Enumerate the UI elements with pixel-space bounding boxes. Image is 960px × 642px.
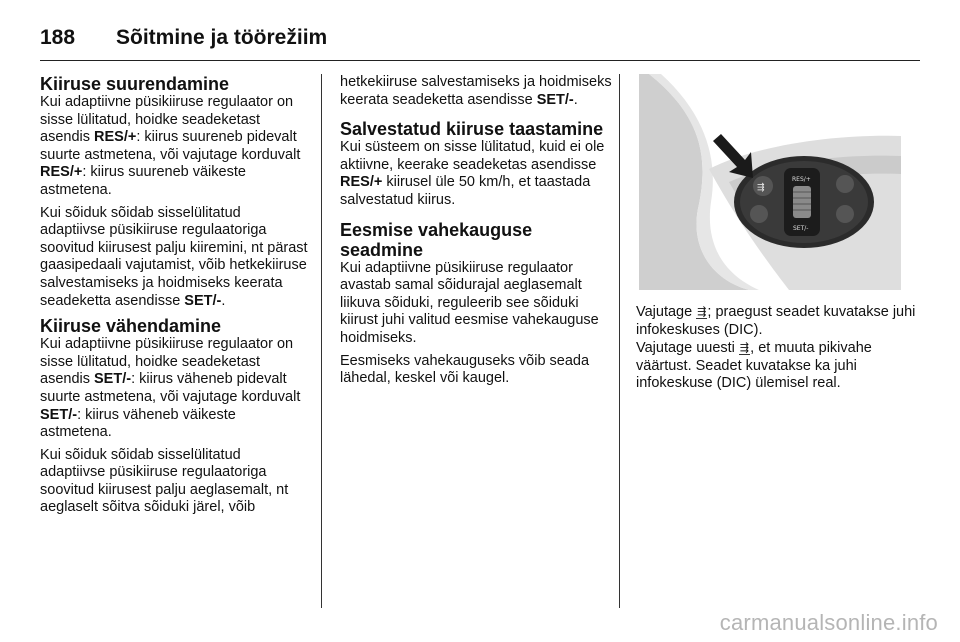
paragraph — [636, 304, 920, 339]
text: ; praegust seadet kuvatakse juhi infokeskuses (DIC). — [636, 304, 916, 338]
steering-wheel-controls-figure — [639, 74, 901, 290]
control-label: RES/+ — [340, 174, 383, 191]
svg-text:⇶: ⇶ — [757, 183, 765, 193]
section-heading: Eesmise vahekauguse seadmine — [340, 219, 533, 260]
paragraph — [340, 139, 615, 209]
section-heading: Salvestatud kiiruse taastamine — [340, 119, 604, 140]
text: : kiirus väheneb väikeste astmetena. — [40, 406, 236, 441]
section-heading: Kiiruse suurendamine — [40, 74, 230, 94]
text: . — [221, 292, 226, 309]
section-heading: Kiiruse vähendamine — [40, 316, 222, 337]
control-label: SET/- — [40, 406, 78, 423]
page-title: Sõitmine ja töörežiim — [116, 26, 328, 49]
control-label: RES/+ — [94, 129, 137, 146]
column-divider-1 — [321, 74, 322, 608]
page-number: 188 — [40, 26, 76, 49]
section-speed-decrease — [40, 316, 310, 517]
section-speed-increase — [40, 74, 310, 310]
section-resume-speed — [340, 119, 615, 209]
header-rule — [40, 60, 920, 61]
text: Kui adaptiivne püsikiiruse regulaator on sisse lülitatud, hoidke seadeketast asendis — [40, 94, 294, 146]
paragraph: Eesmiseks vahekauguseks võib seada lähedal, keskel või kaugel. — [340, 352, 590, 387]
paragraph — [40, 336, 310, 442]
section-following-gap — [340, 220, 615, 388]
paragraph — [40, 205, 310, 311]
column-2 — [340, 74, 615, 394]
text: Vajutage — [636, 304, 697, 320]
page-header — [40, 18, 920, 58]
text: . — [573, 91, 578, 108]
text: : kiirus suureneb pidevalt suurte astmetena, või vajutage korduvalt — [40, 129, 301, 163]
text: kiirusel üle 50 km/h, et taastada salvestatud kiirus. — [340, 174, 591, 208]
set-label: SET/- — [793, 225, 809, 232]
column-divider-2 — [619, 74, 620, 608]
paragraph: Kui sõiduk sõidab sisselülitatud adaptiivse püsikiiruse regulaatoriga soovitud kiirusest palju aeglasemalt, nt aeglaselt sõitva sõiduki järel, võib — [40, 446, 289, 516]
text: Kui adaptiivne püsikiiruse regulaator on sisse lülitatud, hoidke seadeketast asendis — [40, 336, 294, 388]
paragraph — [636, 340, 920, 393]
watermark: carmanualsonline.info — [719, 610, 938, 635]
text: : kiirus suureneb väikeste astmetena. — [40, 164, 246, 198]
control-label: RES/+ — [40, 164, 83, 181]
res-label: RES/+ — [792, 176, 811, 183]
control-label: SET/- — [184, 292, 222, 309]
paragraph — [40, 94, 310, 200]
text: : kiirus väheneb pidevalt suurte astmetena, või vajutage korduvalt — [40, 371, 301, 405]
following-distance-icon: ⇶ — [697, 306, 707, 318]
text: , et muuta pikivahe väärtust. Seadet kuvatakse ka juhi infokeskuse (DIC) ülemisel real. — [636, 340, 872, 392]
following-distance-icon: ⇶ — [739, 342, 750, 355]
text: Kui sõiduk sõidab sisselülitatud adaptiivse püsikiiruse regulaatoriga soovitud kiirusest palju kiiremini, nt pärast gaasipedaali vajutamist, võib hetkekiiruse salvestamiseks ja hoidmiseks keerata seadeketta asendisse — [40, 204, 308, 309]
control-label: SET/- — [536, 91, 574, 108]
paragraph: Kui adaptiivne püsikiiruse regulaator avastab samal sõidurajal aeglasemalt liikuva sõiduki, reguleerib see sõiduki kiirust juhi valitud eesmise vahekauguse hoidmiseks. — [340, 259, 599, 346]
column-3 — [636, 74, 920, 398]
paragraph — [340, 74, 615, 109]
column-1 — [40, 74, 310, 523]
text: Vajutage uuesti — [636, 340, 739, 357]
control-label: SET/- — [94, 371, 132, 388]
text: hetkekiiruse salvestamiseks ja hoidmiseks keerata seadeketta asendisse — [340, 74, 612, 108]
text: Kui süsteem on sisse lülitatud, kuid ei ole aktiivne, keerake seadeketas asendisse — [340, 139, 605, 173]
